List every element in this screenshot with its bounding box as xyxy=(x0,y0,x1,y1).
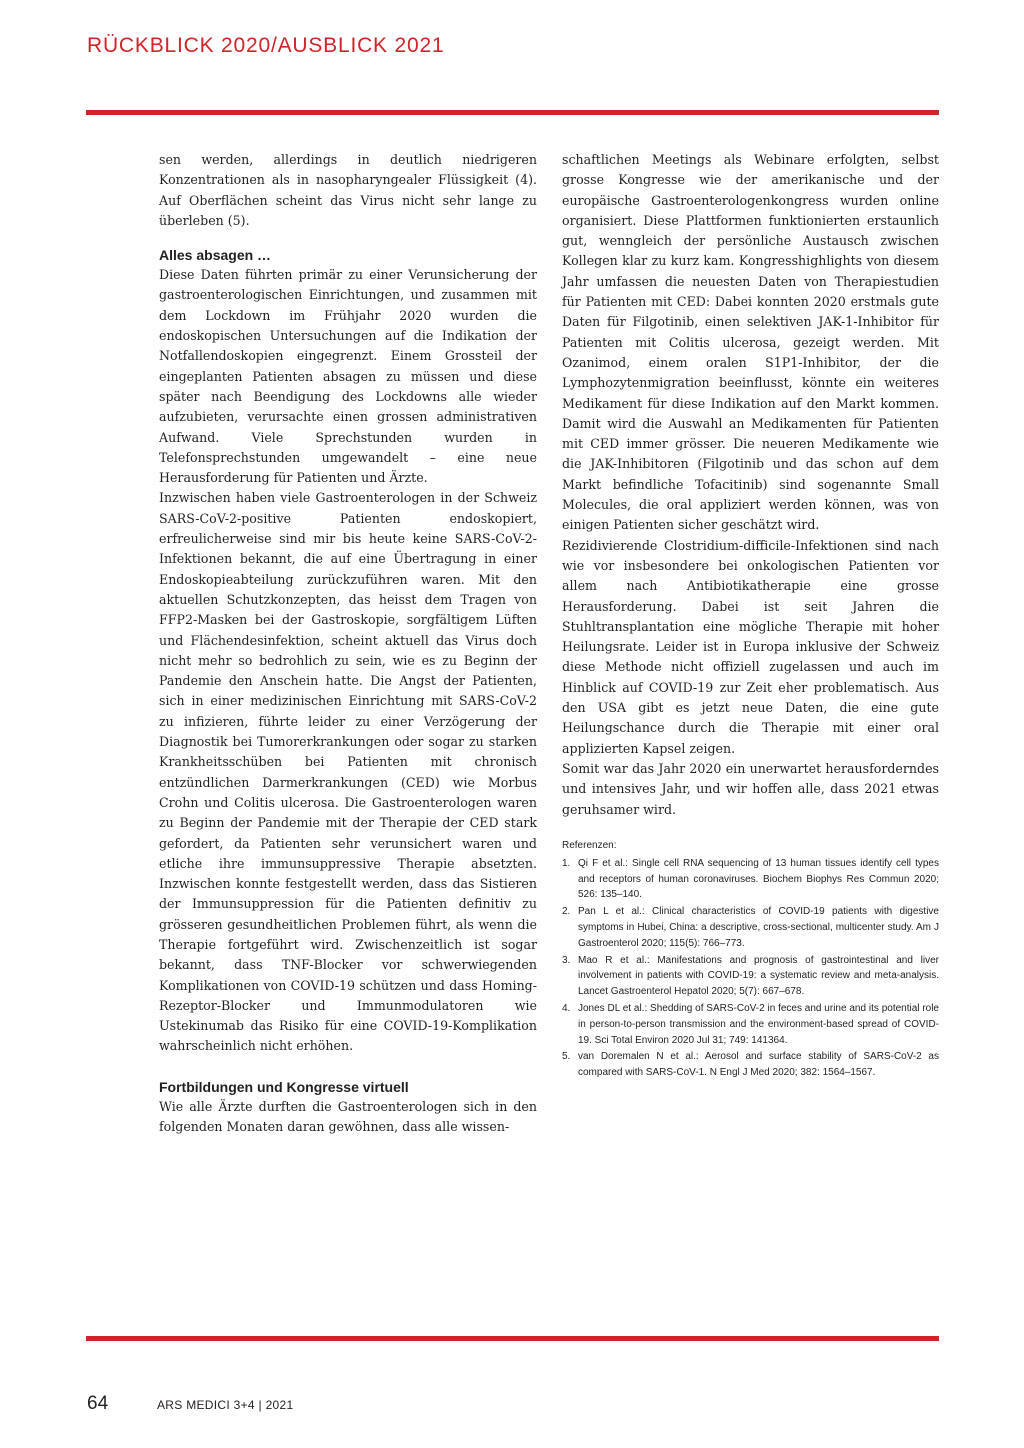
reference-number: 2. xyxy=(562,906,571,918)
reference-item xyxy=(562,1001,939,1048)
reference-number: 3. xyxy=(562,954,571,966)
paragraph: Wie alle Ärzte durften die Gastroenterologen sich in den folgenden Monaten daran gewöhnen, dass alle wissen- xyxy=(159,1098,537,1135)
reference-number: 1. xyxy=(562,857,571,869)
references xyxy=(562,838,939,1082)
reference-text: Jones DL et al.: Shedding of SARS-CoV-2 in feces and urine and its potential role in person-to-person transmission and the environment-based spread of COVID-19. Sci Total Environ 2020 Jul 31; 749: 141364. xyxy=(578,1002,939,1046)
page-number: 64 xyxy=(87,1393,109,1414)
paragraph: sen werden, allerdings in deutlich niedrigeren Konzentrationen als in nasopharyngealer Flüssigkeit (4). Auf Oberflächen scheint das Virus nicht sehr lange zu überleben (5). xyxy=(159,152,537,228)
reference-text: Pan L et al.: Clinical characteristics of COVID-19 patients with digestive symptoms in Hubei, China: a descriptive, cross-sectional, multicenter study. Am J Gastroenterol 2020; 115(5): 766–773. xyxy=(578,906,939,949)
reference-item xyxy=(562,953,939,1000)
paragraph: Rezidivierende Clostridium-difficile-Infektionen sind nach wie vor insbesondere bei onkologischen Patienten vor allem nach Antibiotikatherapie eine grosse Herausforderung. Dabei ist seit Jahren die Stuhltransplantation eine mögliche Therapie mit hoher Heilungsrate. Leider ist in Europa inklusive der Schweiz diese Methode nicht offiziell zugelassen und auch im Hinblick auf COVID-19 zur Zeit eher problematisch. Aus den USA gibt es jetzt neue Daten, die eine gute Heilungschance durch die Therapie mit einer oral applizierten Kapsel zeigen. xyxy=(562,537,939,756)
paragraph: schaftlichen Meetings als Webinare erfolgten, selbst grosse Kongresse wie der amerikanische und der europäische Gastroenterologenkongress wurden online organisiert. Diese Plattformen funktionierten erstaunlich gut, wenngleich der persönliche Austausch zwischen Kollegen klar zu kurz kam. Kongresshighlights von diesem Jahr umfassen die neuesten Daten von Therapiestudien für Patienten mit CED: Dabei konnten 2020 erstmals gute Daten für Filgotinib, einen selektiven JAK-1-Inhibitor für Patienten mit Colitis ulcerosa, gezeigt werden. Mit Ozanimod, einem oralen S1P1-Inhibitor, der die Lymphozytenmigration beeinflusst, könnte ein weiteres Medikament für diese Indikation auf den Markt kommen. Damit wird die Auswahl an Medikamenten für Patienten mit CED immer grösser. Die neueren Medikamente wie die JAK-Inhibitoren (Filgotinib und das schon auf dem Markt befindliche Tofacitinib) sind sogenannte Small Molecules, die oral appliziert werden können, was von einigen Patienten sicher geschätzt wird. xyxy=(562,152,939,533)
reference-item xyxy=(562,1049,939,1081)
reference-list xyxy=(562,856,939,1081)
reference-number: 4. xyxy=(562,1002,571,1014)
references-heading: Referenzen: xyxy=(562,840,617,851)
paragraph: Somit war das Jahr 2020 ein unerwartet herausforderndes und intensives Jahr, und wir hoffen alle, dass 2021 etwas geruhsamer wird. xyxy=(562,760,939,817)
reference-item xyxy=(562,904,939,951)
left-column xyxy=(159,150,537,1137)
section-title: RÜCKBLICK 2020/AUSBLICK 2021 xyxy=(87,34,445,57)
reference-item xyxy=(562,856,939,903)
subheading-alles-absagen: Alles absagen … xyxy=(159,247,272,264)
reference-number: 5. xyxy=(562,1051,571,1063)
reference-text: Qi F et al.: Single cell RNA sequencing of 13 human tissues identify cell types and receptors of human coronaviruses. Biochem Biophys Res Commun 2020; 526: 135–140. xyxy=(578,857,939,901)
right-column xyxy=(562,150,939,820)
subheading-fortbildungen: Fortbildungen und Kongresse virtuell xyxy=(159,1078,409,1095)
reference-text: Mao R et al.: Manifestations and prognosis of gastrointestinal and liver involvement in patients with COVID-19: a systematic review and meta-analysis. Lancet Gastroenterol Hepatol 2020; 5(7): 667–678. xyxy=(578,954,939,998)
paragraph: Diese Daten führten primär zu einer Verunsicherung der gastroenterologischen Einrichtungen, und zusammen mit dem Lockdown im Frühjahr 2020 wurden die endoskopischen Untersuchungen auf die Indikation der Notfallendoskopien eingegrenzt. Einem Grossteil der eingeplanten Patienten absagen zu müssen und diese später nach Beendigung des Lockdowns alle wieder aufzubieten, verursachte einen grossen administrativen Aufwand. Viele Sprechstunden wurden in Telefonsprechstunden umgewandelt – eine neue Herausforderung für Patienten und Ärzte. xyxy=(159,267,537,486)
bottom-divider xyxy=(86,1336,939,1341)
paragraph: Inzwischen haben viele Gastroenterologen in der Schweiz SARS-CoV-2-positive Patienten endoskopiert, erfreulicherweise sind mir bis heute keine SARS-CoV-2-Infektionen bekannt, die auf eine Übertragung in einer Endoskopieabteilung zurückzuführen waren. Mit den aktuellen Schutzkonzepten, das heisst dem Tragen von FFP2-Masken bei der Gastroskopie, sorgfältigem Lüften und Flächendesinfektion, scheint aktuell das Virus doch nicht mehr so bedrohlich zu sein, wie es zu Beginn der Pandemie den Anschein hatte. Die Angst der Patienten, sich in einer medizinischen Einrichtung mit SARS-CoV-2 zu infizieren, führte leider zu einer Verzögerung der Diagnostik bei Tumorerkrankungen oder sogar zu starken Krankheitsschüben bei Patienten mit chronisch entzündlichen Darmerkrankungen (CED) wie Morbus Crohn und Colitis ulcerosa. Die Gastroenterologen waren zu Beginn der Pandemie mit der Therapie der CED stark gefordert, da Patienten sehr verunsichert waren und etliche ihre immunsuppressive Therapie absetzten. Inzwischen konnte festgestellt werden, dass das Sistieren der Immunsuppression für die Patienten definitiv zu grösseren gesundheitlichen Problemen führt, als wenn die Therapie fortgeführt wird. Zwischenzeitlich ist sogar bekannt, dass TNF-Blocker vor schwerwiegenden Komplikationen von COVID-19 schützen und dass Homing-Rezeptor-Blocker und Immunmodulatoren wie Ustekinumab das Risiko für eine COVID-19-Komplikation wahrscheinlich nicht erhöhen. xyxy=(159,490,537,1054)
journal-issue: ARS MEDICI 3+4 | 2021 xyxy=(157,1398,294,1412)
reference-text: van Doremalen N et al.: Aerosol and surface stability of SARS-CoV-2 as compared with SARS-CoV-1. N Engl J Med 2020; 382: 1564–1567. xyxy=(578,1051,939,1079)
top-divider xyxy=(86,110,939,115)
